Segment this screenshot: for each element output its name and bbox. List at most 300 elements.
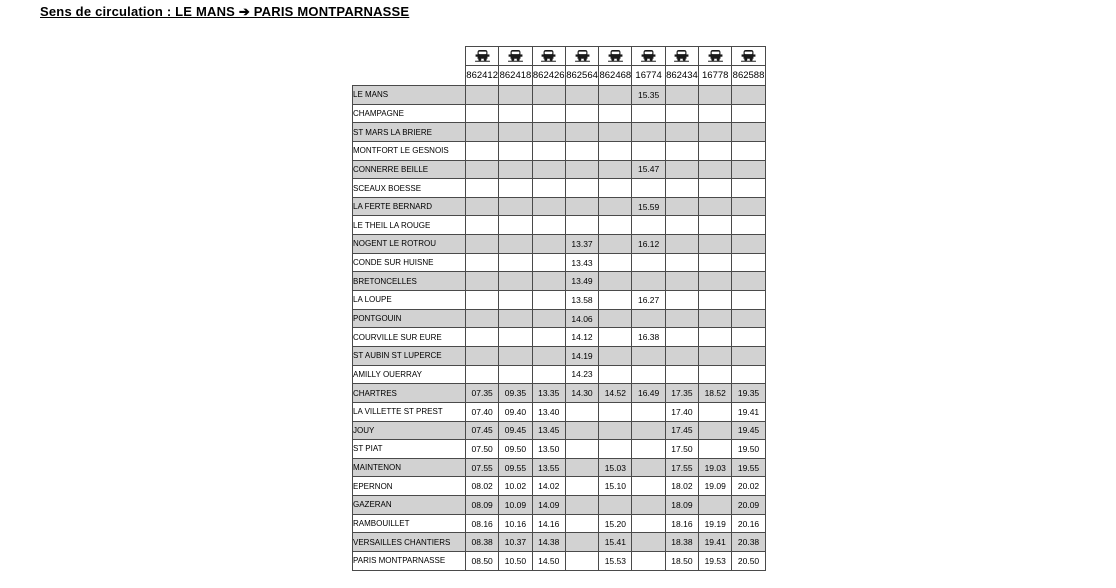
time-cell: 13.35 — [532, 384, 565, 403]
time-cell: 14.16 — [532, 514, 565, 533]
station-row — [353, 141, 766, 160]
station-row — [353, 309, 766, 328]
station-row — [353, 421, 766, 440]
time-cell — [699, 421, 732, 440]
time-cell — [466, 253, 499, 272]
time-cell — [665, 104, 698, 123]
time-cell: 14.52 — [599, 384, 632, 403]
time-cell — [665, 235, 698, 254]
train-number-row — [353, 66, 766, 86]
station-row — [353, 514, 766, 533]
time-cell: 16.27 — [632, 291, 665, 310]
time-cell — [599, 179, 632, 198]
time-cell — [665, 346, 698, 365]
time-cell: 15.20 — [599, 514, 632, 533]
time-cell — [732, 160, 765, 179]
train-icon-cell — [532, 47, 565, 66]
time-cell: 18.02 — [665, 477, 698, 496]
time-cell — [565, 421, 598, 440]
time-cell — [699, 402, 732, 421]
time-cell: 14.30 — [565, 384, 598, 403]
time-cell: 09.40 — [499, 402, 532, 421]
train-front-icon — [574, 49, 591, 62]
time-cell — [732, 291, 765, 310]
time-cell: 09.35 — [499, 384, 532, 403]
station-name: MONTFORT LE GESNOIS — [353, 141, 466, 160]
time-cell — [699, 272, 732, 291]
time-cell — [732, 309, 765, 328]
time-cell: 10.02 — [499, 477, 532, 496]
time-cell — [632, 141, 665, 160]
train-icon-cell — [732, 47, 765, 66]
time-cell — [632, 514, 665, 533]
time-cell: 07.50 — [466, 440, 499, 459]
time-cell — [565, 197, 598, 216]
time-cell — [532, 160, 565, 179]
time-cell — [499, 197, 532, 216]
time-cell: 18.50 — [665, 552, 698, 571]
time-cell — [732, 123, 765, 142]
time-cell — [699, 253, 732, 272]
train-number: 16778 — [699, 66, 732, 86]
time-cell — [632, 104, 665, 123]
time-cell — [499, 104, 532, 123]
time-cell — [565, 160, 598, 179]
time-cell — [466, 197, 499, 216]
time-cell — [665, 179, 698, 198]
time-cell — [632, 552, 665, 571]
time-cell — [599, 496, 632, 515]
time-cell: 18.38 — [665, 533, 698, 552]
station-name: PONTGOUIN — [353, 309, 466, 328]
time-cell — [499, 160, 532, 179]
time-cell: 15.41 — [599, 533, 632, 552]
time-cell: 15.47 — [632, 160, 665, 179]
timetable-header — [353, 47, 766, 86]
time-cell — [499, 272, 532, 291]
time-cell — [466, 216, 499, 235]
train-icon-cell — [632, 47, 665, 66]
time-cell: 18.52 — [699, 384, 732, 403]
time-cell: 15.10 — [599, 477, 632, 496]
time-cell — [532, 346, 565, 365]
time-cell — [499, 123, 532, 142]
time-cell — [665, 123, 698, 142]
time-cell: 19.09 — [699, 477, 732, 496]
time-cell — [532, 123, 565, 142]
time-cell: 15.35 — [632, 86, 665, 105]
time-cell — [532, 253, 565, 272]
time-cell: 07.35 — [466, 384, 499, 403]
time-cell: 14.02 — [532, 477, 565, 496]
time-cell — [466, 365, 499, 384]
station-name: GAZERAN — [353, 496, 466, 515]
time-cell — [699, 291, 732, 310]
time-cell: 19.41 — [699, 533, 732, 552]
station-name: BRETONCELLES — [353, 272, 466, 291]
time-cell: 10.50 — [499, 552, 532, 571]
time-cell: 15.59 — [632, 197, 665, 216]
station-row — [353, 272, 766, 291]
time-cell — [732, 346, 765, 365]
time-cell — [599, 235, 632, 254]
time-cell — [599, 197, 632, 216]
time-cell — [665, 291, 698, 310]
station-row — [353, 346, 766, 365]
station-row — [353, 477, 766, 496]
time-cell — [599, 160, 632, 179]
time-cell: 13.45 — [532, 421, 565, 440]
time-cell — [599, 291, 632, 310]
station-name: CONNERRE BEILLE — [353, 160, 466, 179]
time-cell: 15.03 — [599, 458, 632, 477]
station-name: CONDE SUR HUISNE — [353, 253, 466, 272]
station-row — [353, 235, 766, 254]
time-cell — [499, 291, 532, 310]
time-cell — [599, 365, 632, 384]
time-cell — [565, 477, 598, 496]
station-name: LA LOUPE — [353, 291, 466, 310]
train-icon-cell — [599, 47, 632, 66]
time-cell: 13.40 — [532, 402, 565, 421]
time-cell — [532, 309, 565, 328]
time-cell: 13.58 — [565, 291, 598, 310]
time-cell: 17.55 — [665, 458, 698, 477]
station-name: ST PIAT — [353, 440, 466, 459]
time-cell — [632, 365, 665, 384]
time-cell — [499, 235, 532, 254]
time-cell — [466, 328, 499, 347]
time-cell — [466, 179, 499, 198]
time-cell: 13.55 — [532, 458, 565, 477]
train-number: 862434 — [665, 66, 698, 86]
train-number: 862468 — [599, 66, 632, 86]
time-cell — [699, 123, 732, 142]
time-cell — [699, 346, 732, 365]
time-cell — [632, 346, 665, 365]
time-cell — [565, 440, 598, 459]
time-cell — [632, 123, 665, 142]
time-cell: 20.38 — [732, 533, 765, 552]
station-name: RAMBOUILLET — [353, 514, 466, 533]
train-number: 862564 — [565, 66, 598, 86]
time-cell — [532, 272, 565, 291]
time-cell — [699, 160, 732, 179]
station-row — [353, 402, 766, 421]
time-cell — [599, 309, 632, 328]
station-row — [353, 365, 766, 384]
time-cell — [665, 86, 698, 105]
station-row — [353, 197, 766, 216]
time-cell: 10.37 — [499, 533, 532, 552]
station-row — [353, 86, 766, 105]
time-cell — [599, 346, 632, 365]
station-row — [353, 440, 766, 459]
time-cell: 19.53 — [699, 552, 732, 571]
train-number: 862426 — [532, 66, 565, 86]
time-cell — [532, 365, 565, 384]
time-cell — [732, 104, 765, 123]
time-cell — [565, 402, 598, 421]
time-cell — [499, 365, 532, 384]
time-cell — [699, 440, 732, 459]
time-cell — [466, 309, 499, 328]
time-cell: 20.02 — [732, 477, 765, 496]
station-row — [353, 533, 766, 552]
time-cell — [732, 141, 765, 160]
time-cell — [632, 421, 665, 440]
time-cell — [599, 141, 632, 160]
train-front-icon — [507, 49, 524, 62]
time-cell — [499, 328, 532, 347]
time-cell — [499, 253, 532, 272]
train-front-icon — [740, 49, 757, 62]
time-cell — [532, 197, 565, 216]
time-cell — [565, 123, 598, 142]
time-cell — [532, 179, 565, 198]
time-cell — [665, 253, 698, 272]
train-icon-cell — [499, 47, 532, 66]
station-name: NOGENT LE ROTROU — [353, 235, 466, 254]
time-cell: 16.49 — [632, 384, 665, 403]
time-cell: 10.09 — [499, 496, 532, 515]
time-cell — [532, 328, 565, 347]
time-cell — [466, 272, 499, 291]
station-name: ST AUBIN ST LUPERCE — [353, 346, 466, 365]
time-cell — [565, 552, 598, 571]
station-row — [353, 160, 766, 179]
time-cell: 18.09 — [665, 496, 698, 515]
time-cell: 19.55 — [732, 458, 765, 477]
timetable — [352, 46, 766, 571]
time-cell — [665, 309, 698, 328]
time-cell: 19.50 — [732, 440, 765, 459]
time-cell: 13.49 — [565, 272, 598, 291]
time-cell: 09.50 — [499, 440, 532, 459]
train-icon-cell — [466, 47, 499, 66]
time-cell — [732, 235, 765, 254]
station-name: SCEAUX BOESSE — [353, 179, 466, 198]
train-front-icon — [540, 49, 557, 62]
time-cell — [665, 365, 698, 384]
time-cell — [665, 216, 698, 235]
time-cell — [565, 104, 598, 123]
station-name: LE THEIL LA ROUGE — [353, 216, 466, 235]
time-cell — [499, 309, 532, 328]
time-cell — [632, 458, 665, 477]
station-row — [353, 253, 766, 272]
train-number: 862412 — [466, 66, 499, 86]
time-cell — [632, 533, 665, 552]
time-cell — [532, 104, 565, 123]
time-cell — [699, 328, 732, 347]
time-cell — [599, 104, 632, 123]
train-icon-cell — [699, 47, 732, 66]
station-name: LA VILLETTE ST PREST — [353, 402, 466, 421]
time-cell — [565, 86, 598, 105]
time-cell: 20.16 — [732, 514, 765, 533]
train-icon-row — [353, 47, 766, 66]
station-name: CHAMPAGNE — [353, 104, 466, 123]
time-cell: 14.50 — [532, 552, 565, 571]
time-cell — [732, 328, 765, 347]
time-cell — [699, 197, 732, 216]
time-cell — [665, 272, 698, 291]
header-corner-blank — [353, 47, 466, 66]
station-row — [353, 123, 766, 142]
timetable-body — [353, 86, 766, 571]
time-cell — [532, 86, 565, 105]
time-cell — [599, 402, 632, 421]
time-cell — [466, 235, 499, 254]
train-front-icon — [640, 49, 657, 62]
train-icon-cell — [565, 47, 598, 66]
time-cell: 18.16 — [665, 514, 698, 533]
time-cell: 07.55 — [466, 458, 499, 477]
time-cell — [732, 216, 765, 235]
time-cell: 20.50 — [732, 552, 765, 571]
time-cell — [565, 533, 598, 552]
time-cell: 07.45 — [466, 421, 499, 440]
time-cell: 17.50 — [665, 440, 698, 459]
train-number: 862588 — [732, 66, 765, 86]
time-cell — [599, 216, 632, 235]
time-cell: 17.35 — [665, 384, 698, 403]
time-cell: 14.09 — [532, 496, 565, 515]
time-cell — [565, 458, 598, 477]
time-cell: 13.50 — [532, 440, 565, 459]
time-cell: 08.09 — [466, 496, 499, 515]
time-cell — [632, 179, 665, 198]
time-cell — [632, 440, 665, 459]
time-cell — [732, 86, 765, 105]
train-front-icon — [607, 49, 624, 62]
time-cell — [699, 309, 732, 328]
train-icon-cell — [665, 47, 698, 66]
time-cell — [699, 216, 732, 235]
time-cell — [499, 179, 532, 198]
time-cell — [565, 496, 598, 515]
time-cell: 17.40 — [665, 402, 698, 421]
time-cell: 16.12 — [632, 235, 665, 254]
time-cell — [565, 514, 598, 533]
train-front-icon — [673, 49, 690, 62]
page-title: Sens de circulation : LE MANS ➔ PARIS MONTPARNASSE — [40, 4, 410, 19]
train-front-icon — [707, 49, 724, 62]
time-cell — [565, 141, 598, 160]
time-cell — [532, 141, 565, 160]
time-cell: 14.06 — [565, 309, 598, 328]
station-row — [353, 179, 766, 198]
time-cell: 19.03 — [699, 458, 732, 477]
time-cell: 09.55 — [499, 458, 532, 477]
time-cell — [632, 477, 665, 496]
time-cell — [632, 253, 665, 272]
time-cell — [499, 86, 532, 105]
time-cell — [699, 86, 732, 105]
station-row — [353, 328, 766, 347]
station-name: ST MARS LA BRIERE — [353, 123, 466, 142]
time-cell — [466, 291, 499, 310]
station-name: EPERNON — [353, 477, 466, 496]
time-cell: 16.38 — [632, 328, 665, 347]
header-corner-blank — [353, 66, 466, 86]
station-name: MAINTENON — [353, 458, 466, 477]
time-cell: 07.40 — [466, 402, 499, 421]
station-name: COURVILLE SUR EURE — [353, 328, 466, 347]
time-cell: 08.38 — [466, 533, 499, 552]
time-cell — [632, 496, 665, 515]
time-cell: 14.38 — [532, 533, 565, 552]
station-name: LE MANS — [353, 86, 466, 105]
time-cell — [532, 291, 565, 310]
time-cell — [499, 141, 532, 160]
time-cell — [699, 496, 732, 515]
station-row — [353, 216, 766, 235]
time-cell: 13.37 — [565, 235, 598, 254]
train-number: 16774 — [632, 66, 665, 86]
time-cell — [699, 179, 732, 198]
station-name: VERSAILLES CHANTIERS — [353, 533, 466, 552]
time-cell: 14.19 — [565, 346, 598, 365]
time-cell — [632, 216, 665, 235]
time-cell — [499, 346, 532, 365]
time-cell — [565, 179, 598, 198]
time-cell — [599, 272, 632, 291]
time-cell: 14.23 — [565, 365, 598, 384]
time-cell — [466, 123, 499, 142]
station-row — [353, 496, 766, 515]
station-name: PARIS MONTPARNASSE — [353, 552, 466, 571]
train-number: 862418 — [499, 66, 532, 86]
time-cell — [665, 141, 698, 160]
time-cell — [699, 104, 732, 123]
time-cell — [632, 272, 665, 291]
time-cell — [599, 86, 632, 105]
time-cell: 08.16 — [466, 514, 499, 533]
time-cell — [599, 421, 632, 440]
time-cell — [565, 216, 598, 235]
time-cell — [699, 141, 732, 160]
time-cell — [632, 309, 665, 328]
time-cell — [466, 160, 499, 179]
time-cell — [466, 141, 499, 160]
time-cell — [532, 216, 565, 235]
time-cell — [732, 253, 765, 272]
time-cell — [665, 197, 698, 216]
time-cell — [732, 365, 765, 384]
station-row — [353, 552, 766, 571]
time-cell: 15.53 — [599, 552, 632, 571]
time-cell: 10.16 — [499, 514, 532, 533]
time-cell — [699, 365, 732, 384]
station-row — [353, 458, 766, 477]
time-cell: 17.45 — [665, 421, 698, 440]
station-row — [353, 291, 766, 310]
time-cell — [599, 253, 632, 272]
time-cell: 19.45 — [732, 421, 765, 440]
time-cell — [599, 328, 632, 347]
station-name: LA FERTE BERNARD — [353, 197, 466, 216]
time-cell: 08.50 — [466, 552, 499, 571]
time-cell: 08.02 — [466, 477, 499, 496]
time-cell — [466, 104, 499, 123]
time-cell — [665, 160, 698, 179]
station-name: JOUY — [353, 421, 466, 440]
time-cell: 13.43 — [565, 253, 598, 272]
time-cell: 19.19 — [699, 514, 732, 533]
time-cell — [466, 86, 499, 105]
